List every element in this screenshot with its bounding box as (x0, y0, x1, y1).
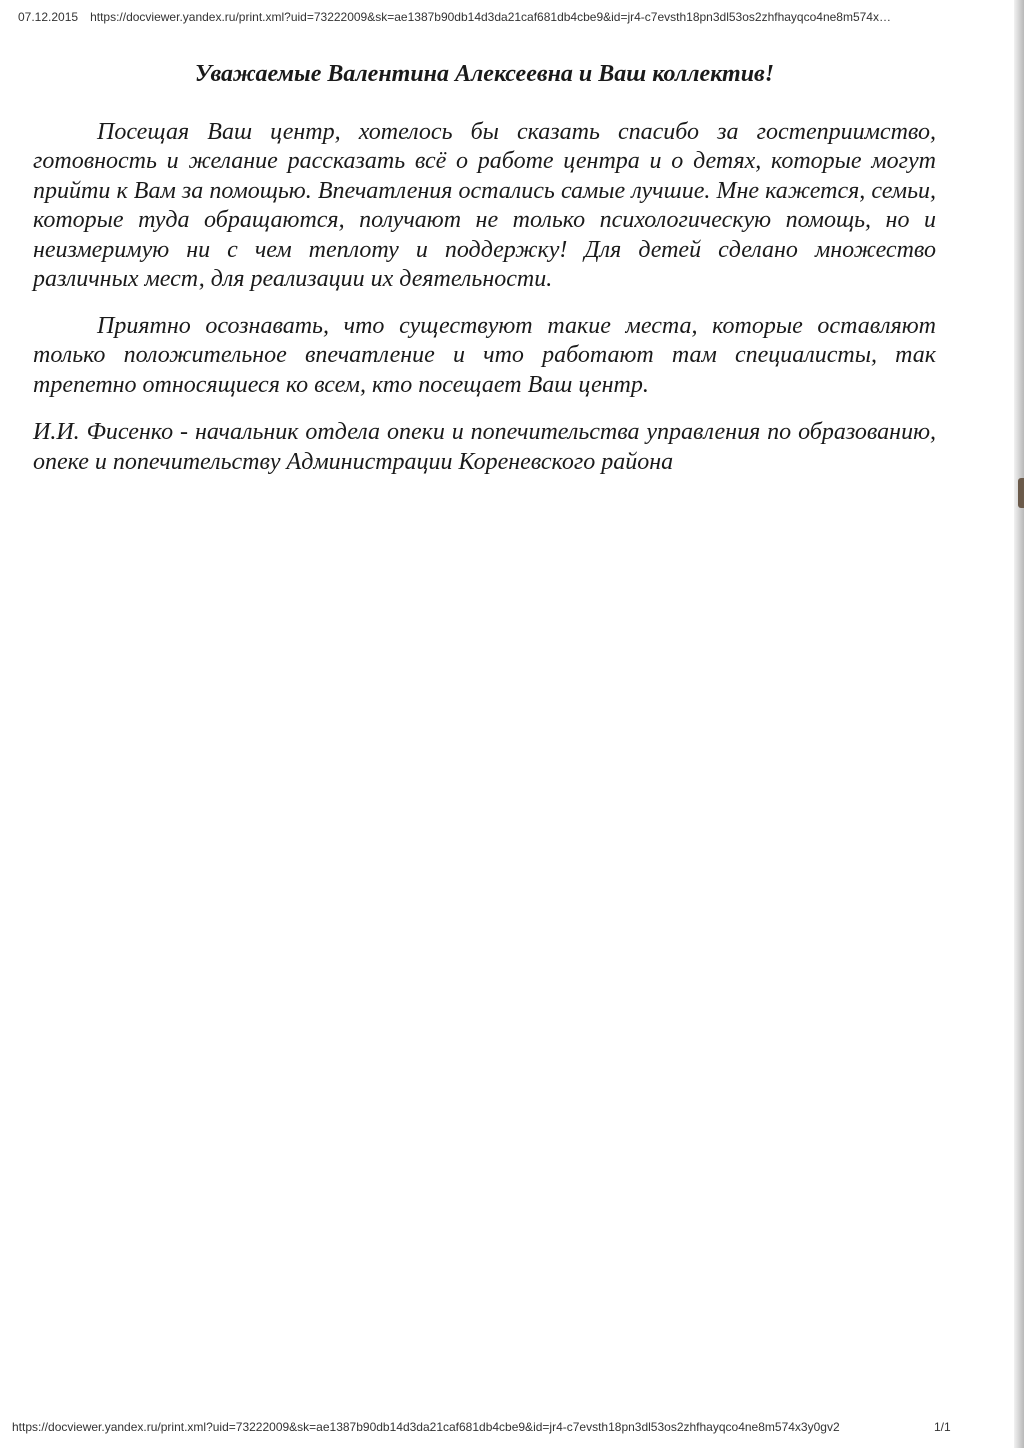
scan-edge-mark (1018, 478, 1024, 508)
letter-paragraph-1: Посещая Ваш центр, хотелось бы сказать спасибо за гостеприимство, готовность и желание рассказать всё о работе центра и о детях, которые могут прийти к Вам за помощью. Впечатления остались самые лучшие. Мне кажется, семьи, которые туда обращаются, получают не только психологическую помощь, но и неизмеримую ни с чем теплоту и поддержку! Для детей сделано множество различных мест, для реализации их деятельности. (33, 118, 936, 292)
letter-body (33, 60, 936, 477)
letter-salutation: Уважаемые Валентина Алексеевна и Ваш коллектив! (194, 61, 775, 87)
page-number: 1/1 (934, 1420, 951, 1434)
scan-right-edge (1014, 0, 1024, 1448)
print-date: 07.12.2015 (18, 10, 79, 24)
print-footer-url: https://docviewer.yandex.ru/print.xml?uid=73222009&sk=ae1387b90db14d3da21caf681db4cbe9&id=jr4-c7evsth18pn3dl53os2zhfhayqco4ne8m574x3y0gv2 (12, 1420, 840, 1434)
letter-paragraph-2: Приятно осознавать, что существуют такие места, которые оставляют только положительное впечатление и что работают там специалисты, так трепетно относящиеся ко всем, кто посещает Ваш центр. (33, 312, 936, 398)
letter-signature: И.И. Фисенко - начальник отдела опеки и попечительства управления по образованию, опеке и попечительству Администрации Кореневского района (33, 419, 936, 475)
print-footer (12, 1420, 952, 1436)
print-header (18, 10, 958, 24)
print-header-url: https://docviewer.yandex.ru/print.xml?uid=73222009&sk=ae1387b90db14d3da21caf681db4cbe9&id=jr4-c7evsth18pn3dl53os2zhfhayqco4ne8m574x… (90, 10, 891, 24)
